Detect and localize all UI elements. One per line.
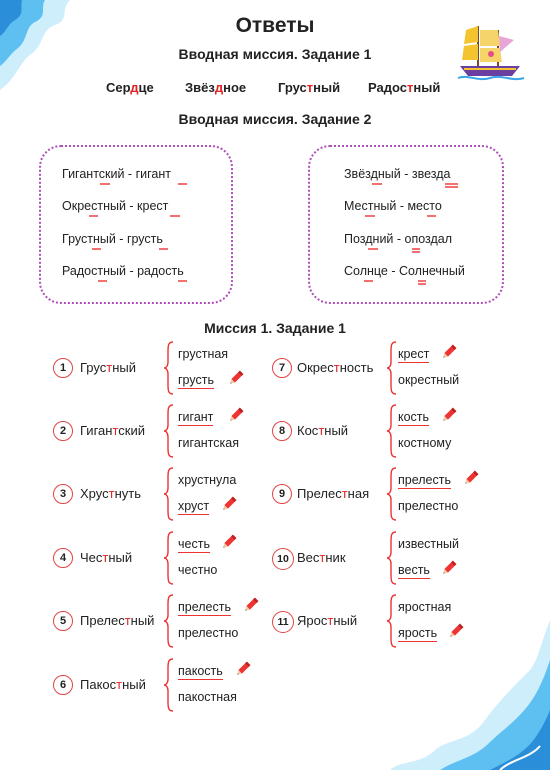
item-word: Хрустнуть — [80, 486, 141, 501]
section-heading-intro-1: Вводная миссия. Задание 1 — [178, 46, 372, 62]
answer-option: прелестно — [178, 626, 239, 640]
item-number-badge: 9 — [272, 484, 292, 504]
pencil-icon — [220, 533, 238, 556]
task2-pair: Звёздный - звезда — [344, 167, 451, 181]
task2-underline-marks — [0, 0, 550, 310]
correct-answer-option: гигант — [178, 410, 214, 424]
answer-option: прелестно — [398, 499, 459, 513]
brace-icon — [163, 466, 175, 522]
page-title: Ответы — [235, 14, 315, 37]
answer-option: грустная — [178, 347, 229, 361]
answer-option: честно — [178, 563, 218, 577]
answer-option: хрустнула — [178, 473, 237, 487]
pencil-icon — [220, 495, 238, 518]
task2-pair: Поздний - опоздал — [344, 232, 453, 246]
correct-answer-option: пакость — [178, 664, 223, 678]
answer-option: известный — [398, 537, 460, 551]
item-number-badge: 8 — [272, 421, 292, 441]
answer-option: костному — [398, 436, 452, 450]
pencil-icon — [462, 469, 480, 492]
task2-pair: Солнце - Солнечный — [344, 264, 465, 278]
task1-word: Сердце — [106, 80, 154, 95]
pencil-icon — [440, 343, 458, 366]
answer-option: окрестный — [398, 373, 460, 387]
task2-pair: Грустный - грусть — [62, 232, 163, 246]
correct-answer-option: прелесть — [398, 473, 451, 487]
brace-icon — [386, 403, 398, 459]
pencil-icon — [234, 660, 252, 683]
task2-pair: Радостный - радость — [62, 264, 184, 278]
item-number-badge: 5 — [53, 611, 73, 631]
pencil-icon — [440, 559, 458, 582]
task1-word: Звёздное — [185, 80, 247, 95]
task2-pair: Окрестный - крест — [62, 199, 169, 213]
brace-icon — [386, 466, 398, 522]
brace-icon — [163, 403, 175, 459]
answer-option: пакостная — [178, 690, 237, 704]
correct-answer-option: ярость — [398, 626, 438, 640]
section-heading-intro-2: Вводная миссия. Задание 2 — [178, 111, 372, 127]
brace-icon — [386, 340, 398, 396]
brace-icon — [163, 657, 175, 713]
correct-answer-option: хруст — [178, 499, 210, 513]
item-number-badge: 10 — [272, 548, 294, 570]
brace-icon — [163, 340, 175, 396]
correct-answer-option: весть — [398, 563, 430, 577]
pencil-icon — [227, 369, 245, 392]
item-word: Гигантский — [80, 423, 145, 438]
item-number-badge: 2 — [53, 421, 73, 441]
item-number-badge: 4 — [53, 548, 73, 568]
correct-answer-option: грусть — [178, 373, 214, 387]
task1-word: Радостный — [368, 80, 441, 95]
item-number-badge: 11 — [272, 611, 294, 633]
item-word: Честный — [80, 550, 133, 565]
item-word: Пакостный — [80, 677, 146, 692]
task2-pair: Гигантский - гигант — [62, 167, 171, 181]
item-number-badge: 3 — [53, 484, 73, 504]
item-number-badge: 6 — [53, 675, 73, 695]
item-word: Яростный — [297, 613, 358, 628]
item-word: Окрестность — [297, 360, 374, 375]
pencil-icon — [447, 622, 465, 645]
item-number-badge: 7 — [272, 358, 292, 378]
pencil-icon — [242, 596, 260, 619]
pencil-icon — [440, 406, 458, 429]
item-word: Костный — [297, 423, 349, 438]
correct-answer-option: прелесть — [178, 600, 231, 614]
correct-answer-option: крест — [398, 347, 430, 361]
item-word: Прелестная — [297, 486, 370, 501]
answer-option: гигантская — [178, 436, 239, 450]
brace-icon — [386, 593, 398, 649]
answer-option: яростная — [398, 600, 452, 614]
item-word: Вестник — [297, 550, 346, 565]
task2-pair: Местный - место — [344, 199, 442, 213]
item-number-badge: 1 — [53, 358, 73, 378]
pencil-icon — [227, 406, 245, 429]
task1-word: Грустный — [278, 80, 341, 95]
brace-icon — [163, 530, 175, 586]
correct-answer-option: честь — [178, 537, 210, 551]
correct-answer-option: кость — [398, 410, 430, 424]
section-heading-mission-1: Миссия 1. Задание 1 — [204, 320, 346, 336]
brace-icon — [386, 530, 398, 586]
item-word: Прелестный — [80, 613, 155, 628]
item-word: Грустный — [80, 360, 137, 375]
brace-icon — [163, 593, 175, 649]
